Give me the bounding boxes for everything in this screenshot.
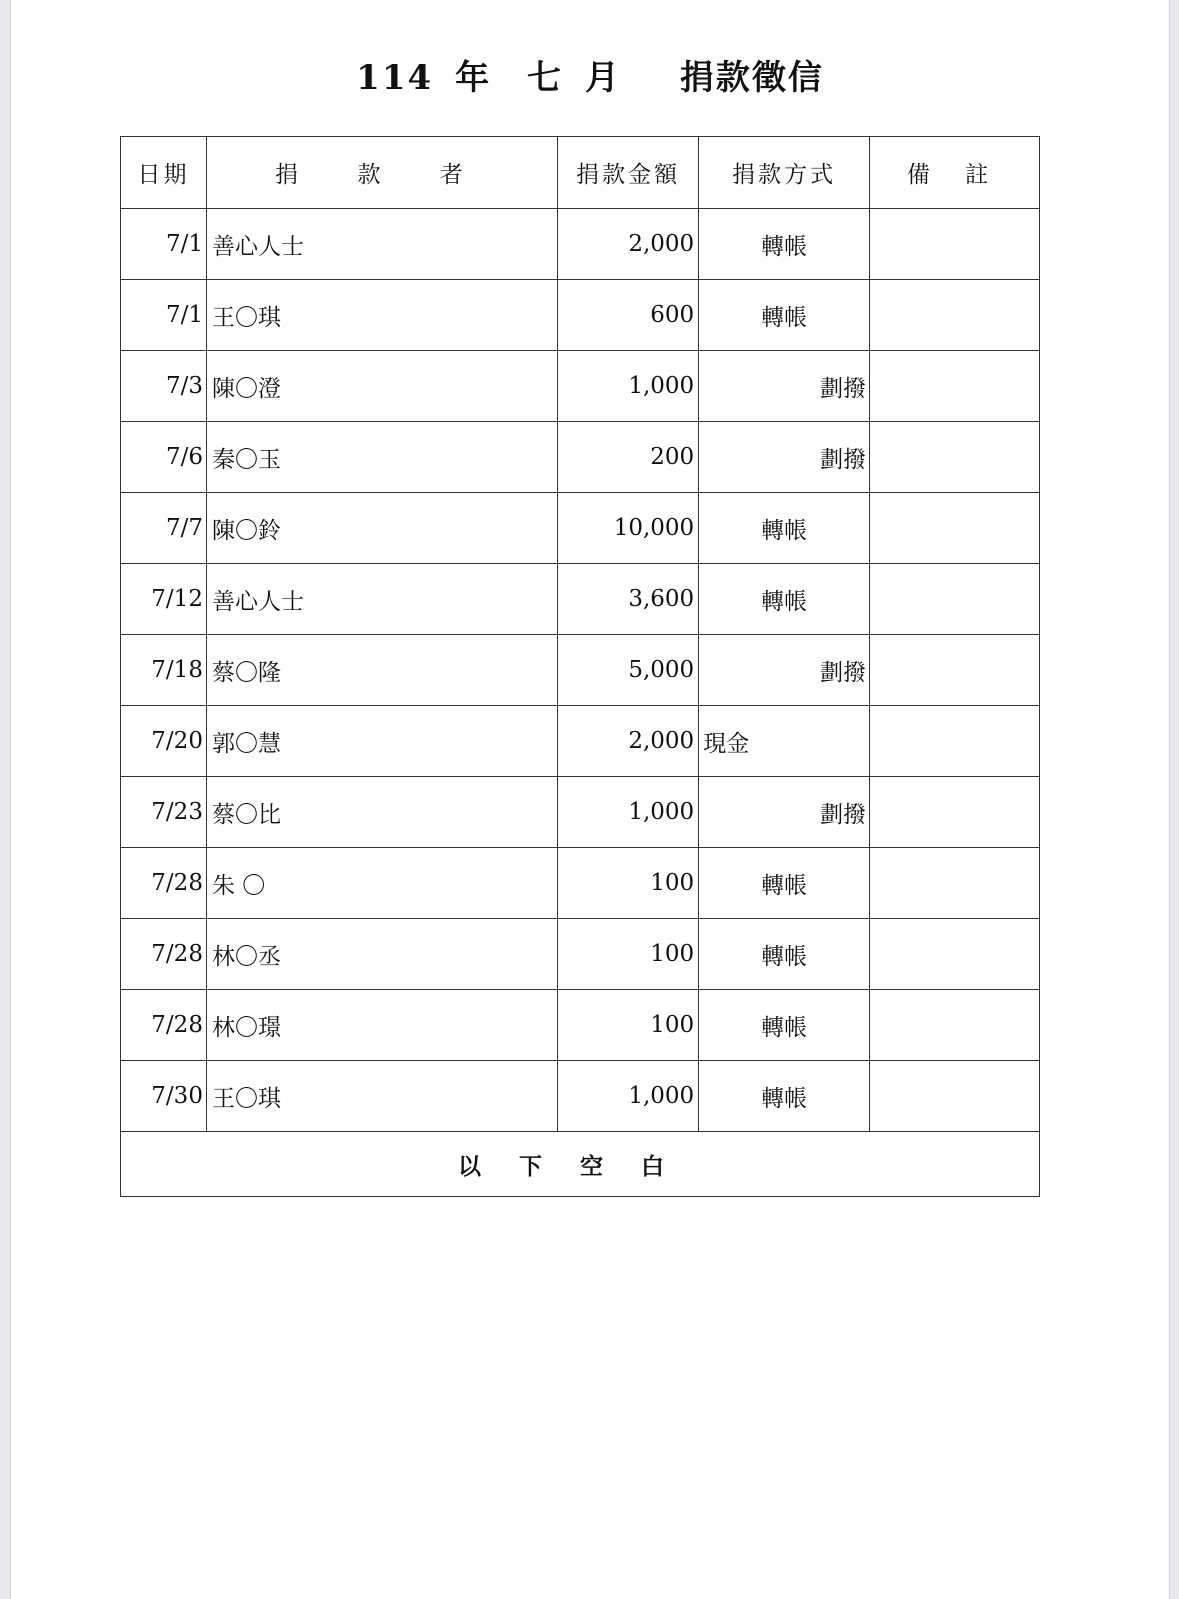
date-cell: 7/18 — [121, 635, 207, 706]
note-cell — [870, 919, 1040, 990]
amount-cell: 1,000 — [557, 777, 698, 848]
table-footer-row — [121, 1132, 1040, 1197]
table-row — [121, 493, 1040, 564]
method-cell: 轉帳 — [699, 990, 870, 1061]
title-year: 114 — [356, 58, 434, 98]
method-cell: 轉帳 — [699, 280, 870, 351]
donor-cell: 善心人士 — [206, 209, 557, 280]
method-cell: 轉帳 — [699, 919, 870, 990]
method-cell: 轉帳 — [699, 1061, 870, 1132]
note-cell — [870, 564, 1040, 635]
donor-cell: 林〇璟 — [206, 990, 557, 1061]
date-cell: 7/1 — [121, 280, 207, 351]
table-row — [121, 564, 1040, 635]
header-note: 備 註 — [870, 137, 1040, 209]
table-row — [121, 280, 1040, 351]
method-cell: 劃撥 — [699, 635, 870, 706]
amount-cell: 5,000 — [557, 635, 698, 706]
table-row — [121, 706, 1040, 777]
date-cell: 7/23 — [121, 777, 207, 848]
date-cell: 7/7 — [121, 493, 207, 564]
method-cell: 轉帳 — [699, 848, 870, 919]
header-date: 日期 — [121, 137, 207, 209]
page-title — [11, 50, 1169, 99]
amount-cell: 100 — [557, 990, 698, 1061]
date-cell: 7/20 — [121, 706, 207, 777]
table-row — [121, 990, 1040, 1061]
table-row — [121, 209, 1040, 280]
amount-cell: 1,000 — [557, 1061, 698, 1132]
date-cell: 7/1 — [121, 209, 207, 280]
method-cell: 轉帳 — [699, 493, 870, 564]
title-month: 七 — [526, 58, 563, 98]
note-cell — [870, 280, 1040, 351]
table-row — [121, 351, 1040, 422]
amount-cell: 200 — [557, 422, 698, 493]
footer-blank-note: 以下空白 — [121, 1132, 1040, 1197]
note-cell — [870, 493, 1040, 564]
method-cell: 劃撥 — [699, 351, 870, 422]
header-method: 捐款方式 — [699, 137, 870, 209]
table-row — [121, 777, 1040, 848]
title-month-unit: 月 — [584, 58, 621, 98]
note-cell — [870, 351, 1040, 422]
amount-cell: 100 — [557, 848, 698, 919]
donor-cell: 陳〇澄 — [206, 351, 557, 422]
title-subject: 捐款徵信 — [679, 58, 824, 98]
date-cell: 7/28 — [121, 848, 207, 919]
header-amount: 捐款金額 — [557, 137, 698, 209]
date-cell: 7/28 — [121, 919, 207, 990]
note-cell — [870, 990, 1040, 1061]
amount-cell: 2,000 — [557, 706, 698, 777]
document-page — [10, 0, 1170, 1599]
method-cell: 劃撥 — [699, 777, 870, 848]
amount-cell: 1,000 — [557, 351, 698, 422]
donor-cell: 林〇丞 — [206, 919, 557, 990]
donor-cell: 蔡〇隆 — [206, 635, 557, 706]
header-donor: 捐 款 者 — [206, 137, 557, 209]
donor-cell: 朱 〇 — [206, 848, 557, 919]
note-cell — [870, 777, 1040, 848]
note-cell — [870, 848, 1040, 919]
note-cell — [870, 1061, 1040, 1132]
table-row — [121, 1061, 1040, 1132]
amount-cell: 100 — [557, 919, 698, 990]
title-year-unit: 年 — [455, 58, 492, 98]
donor-cell: 蔡〇比 — [206, 777, 557, 848]
date-cell: 7/12 — [121, 564, 207, 635]
table-row — [121, 919, 1040, 990]
donor-cell: 郭〇慧 — [206, 706, 557, 777]
amount-cell: 600 — [557, 280, 698, 351]
table-row — [121, 635, 1040, 706]
method-cell: 轉帳 — [699, 209, 870, 280]
table-row — [121, 848, 1040, 919]
method-cell: 轉帳 — [699, 564, 870, 635]
method-cell: 劃撥 — [699, 422, 870, 493]
donor-cell: 陳〇鈴 — [206, 493, 557, 564]
table-row — [121, 422, 1040, 493]
donor-cell: 王〇琪 — [206, 1061, 557, 1132]
date-cell: 7/28 — [121, 990, 207, 1061]
note-cell — [870, 209, 1040, 280]
donor-cell: 王〇琪 — [206, 280, 557, 351]
amount-cell: 2,000 — [557, 209, 698, 280]
donor-cell: 秦〇玉 — [206, 422, 557, 493]
table-header-row — [121, 137, 1040, 209]
note-cell — [870, 635, 1040, 706]
date-cell: 7/3 — [121, 351, 207, 422]
date-cell: 7/6 — [121, 422, 207, 493]
note-cell — [870, 422, 1040, 493]
amount-cell: 10,000 — [557, 493, 698, 564]
note-cell — [870, 706, 1040, 777]
donor-cell: 善心人士 — [206, 564, 557, 635]
donation-table — [120, 136, 1040, 1197]
amount-cell: 3,600 — [557, 564, 698, 635]
date-cell: 7/30 — [121, 1061, 207, 1132]
method-cell: 現金 — [699, 706, 870, 777]
